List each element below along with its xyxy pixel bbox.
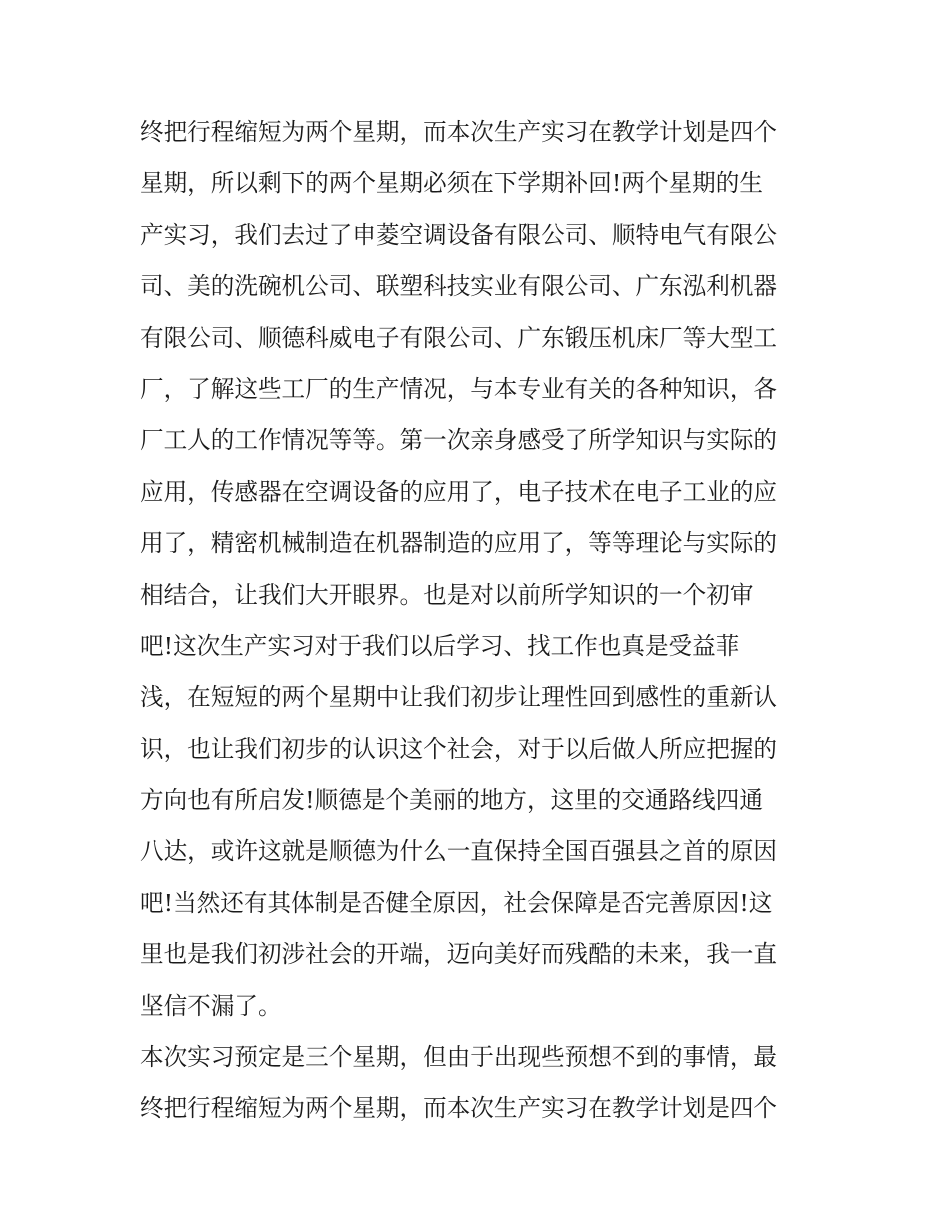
text-line: 厂，了解这些工厂的生产情况，与本专业有关的各种知识，各: [140, 374, 778, 403]
text-line: 里也是我们初涉社会的开端，迈向美好而残酷的未来，我一直: [140, 940, 778, 969]
text-line: 应用，传感器在空调设备的应用了，电子技术在电子工业的应: [140, 477, 778, 506]
text-line: 有限公司、顺德科威电子有限公司、广东锻压机床厂等大型工: [140, 323, 778, 352]
text-line: 坚信不漏了。: [140, 991, 282, 1020]
text-line: 方向也有所启发!顺德是个美丽的地方，这里的交通路线四通: [140, 786, 763, 815]
text-line: 吧!当然还有其体制是否健全原因，社会保障是否完善原因!这: [140, 888, 773, 917]
text-line: 厂工人的工作情况等等。第一次亲身感受了所学知识与实际的: [140, 426, 778, 455]
text-line: 本次实习预定是三个星期，但由于出现些预想不到的事情，最: [140, 1043, 778, 1072]
text-line: 产实习，我们去过了申菱空调设备有限公司、顺特电气有限公: [140, 220, 778, 249]
text-line: 终把行程缩短为两个星期，而本次生产实习在教学计划是四个: [140, 118, 778, 146]
text-line: 星期，所以剩下的两个星期必须在下学期补回!两个星期的生: [140, 169, 763, 198]
text-line: 吧!这次生产实习对于我们以后学习、找工作也真是受益菲: [140, 631, 740, 660]
text-line: 八达，或许这就是顺德为什么一直保持全国百强县之首的原因: [140, 837, 778, 866]
text-line: 用了，精密机械制造在机器制造的应用了，等等理论与实际的: [140, 529, 778, 558]
text-line: 终把行程缩短为两个星期，而本次生产实习在教学计划是四个: [140, 1094, 778, 1123]
body-text: [140, 107, 820, 1135]
text-line: 浅，在短短的两个星期中让我们初步让理性回到感性的重新认: [140, 683, 778, 712]
text-line: 相结合，让我们大开眼界。也是对以前所学知识的一个初审: [140, 580, 754, 609]
text-line: 司、美的洗碗机公司、联塑科技实业有限公司、广东泓利机器: [140, 272, 778, 301]
text-line: 识，也让我们初步的认识这个社会，对于以后做人所应把握的: [140, 734, 778, 763]
